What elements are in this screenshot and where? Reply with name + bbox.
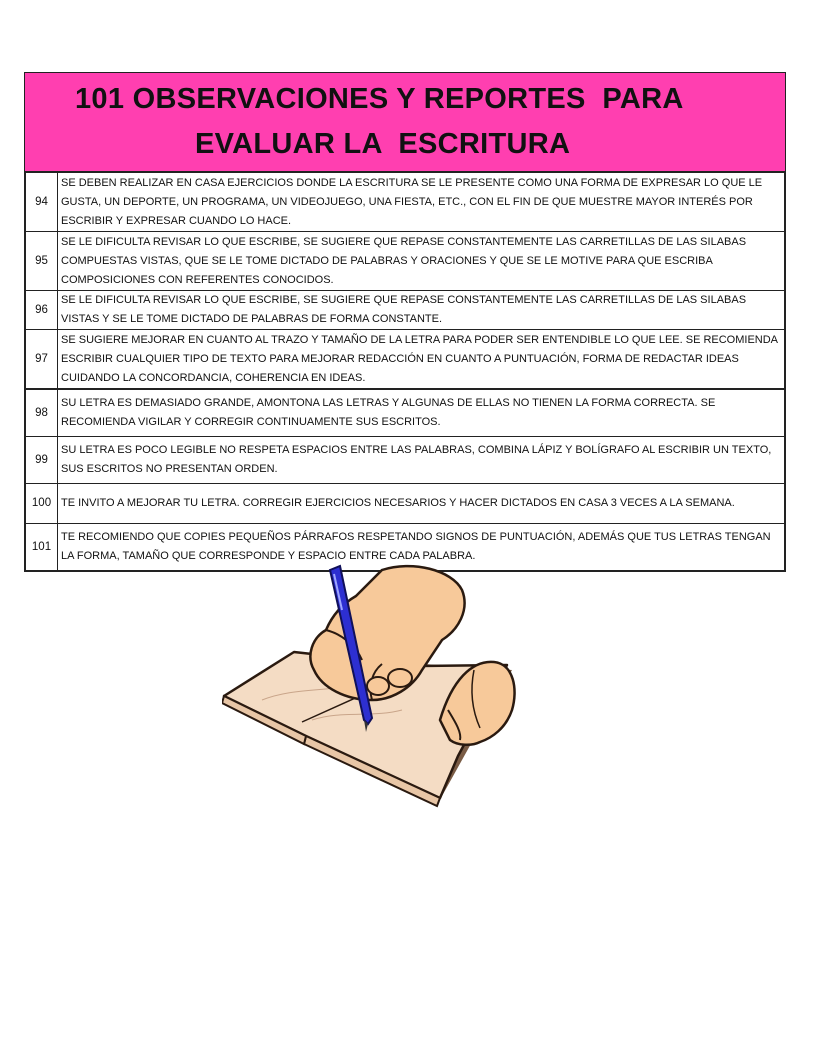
- row-text: SU LETRA ES POCO LEGIBLE NO RESPETA ESPACIOS ENTRE LAS PALABRAS, COMBINA LÁPIZ Y BOLÍGRAFO AL ESCRIBIR UN TEXTO, SUS ESCRITOS NO PRESENTAN ORDEN.: [58, 437, 785, 484]
- row-text: SE SUGIERE MEJORAR EN CUANTO AL TRAZO Y TAMAÑO DE LA LETRA PARA PODER SER ENTENDIBLE LO QUE LEE. SE RECOMIENDA ESCRIBIR CUALQUIER TIPO DE TEXTO PARA MEJORAR REDACCIÓN EN CUANTO A PUNTUACIÓN, FORMA DE REDACTAR IDEAS CUIDANDO LA CONCORDANCIA, COHERENCIA EN IDEAS.: [58, 330, 785, 390]
- table-row: [26, 330, 785, 390]
- table-row: [26, 232, 785, 291]
- table-row: [26, 389, 785, 437]
- row-text: SE DEBEN REALIZAR EN CASA EJERCICIOS DONDE LA ESCRITURA SE LE PRESENTE COMO UNA FORMA DE EXPRESAR LO QUE LE GUSTA, UN DEPORTE, UN PROGRAMA, UN VIDEOJUEGO, UNA FIESTA, ETC., CON EL FIN DE QUE MUESTRE MAYOR INTERÉS POR ESCRIBIR Y EXPRESAR CUANDO LO HACE.: [58, 173, 785, 232]
- row-number: 96: [26, 291, 58, 330]
- page-title-line-1: 101 OBSERVACIONES Y REPORTES PARA: [75, 83, 684, 115]
- row-number: 94: [26, 173, 58, 232]
- row-number: 95: [26, 232, 58, 291]
- row-text: TE INVITO A MEJORAR TU LETRA. CORREGIR EJERCICIOS NECESARIOS Y HACER DICTADOS EN CASA 3 VECES A LA SEMANA.: [58, 484, 785, 524]
- row-number: 97: [26, 330, 58, 390]
- row-number: 99: [26, 437, 58, 484]
- row-text: TE RECOMIENDO QUE COPIES PEQUEÑOS PÁRRAFOS RESPETANDO SIGNOS DE PUNTUACIÓN, ADEMÁS QUE TUS LETRAS TENGAN LA FORMA, TAMAÑO QUE CORRESPONDE Y ESPACIO ENTRE CADA PALABRA.: [58, 524, 785, 571]
- row-number: 100: [26, 484, 58, 524]
- table-row: [26, 173, 785, 232]
- row-text: SU LETRA ES DEMASIADO GRANDE, AMONTONA LAS LETRAS Y ALGUNAS DE ELLAS NO TIENEN LA FORMA CORRECTA. SE RECOMIENDA VIGILAR Y CORREGIR CONTINUAMENTE SUS ESCRITOS.: [58, 389, 785, 437]
- row-number: 98: [26, 389, 58, 437]
- observations-sheet: [24, 72, 786, 572]
- page-title-line-2: EVALUAR LA ESCRITURA: [195, 128, 571, 160]
- hand-writing-illustration: [222, 560, 522, 810]
- row-number: 101: [26, 524, 58, 571]
- table-row: [26, 291, 785, 330]
- title-banner: [25, 73, 785, 172]
- table-row: [26, 437, 785, 484]
- row-text: SE LE DIFICULTA REVISAR LO QUE ESCRIBE, SE SUGIERE QUE REPASE CONSTANTEMENTE LAS CARRETILLAS DE LAS SILABAS VISTAS Y SE LE TOME DICTADO DE PALABRAS DE FORMA CONSTANTE.: [58, 291, 785, 330]
- row-text: SE LE DIFICULTA REVISAR LO QUE ESCRIBE, SE SUGIERE QUE REPASE CONSTANTEMENTE LAS CARRETILLAS DE LAS SILABAS COMPUESTAS VISTAS, QUE SE LE TOME DICTADO DE PALABRAS Y ORACIONES Y QUE SE LE MOTIVE PARA QUE ESCRIBA COMPOSICIONES CON REFERENTES CONOCIDOS.: [58, 232, 785, 291]
- observations-table: [25, 172, 785, 571]
- table-row: [26, 484, 785, 524]
